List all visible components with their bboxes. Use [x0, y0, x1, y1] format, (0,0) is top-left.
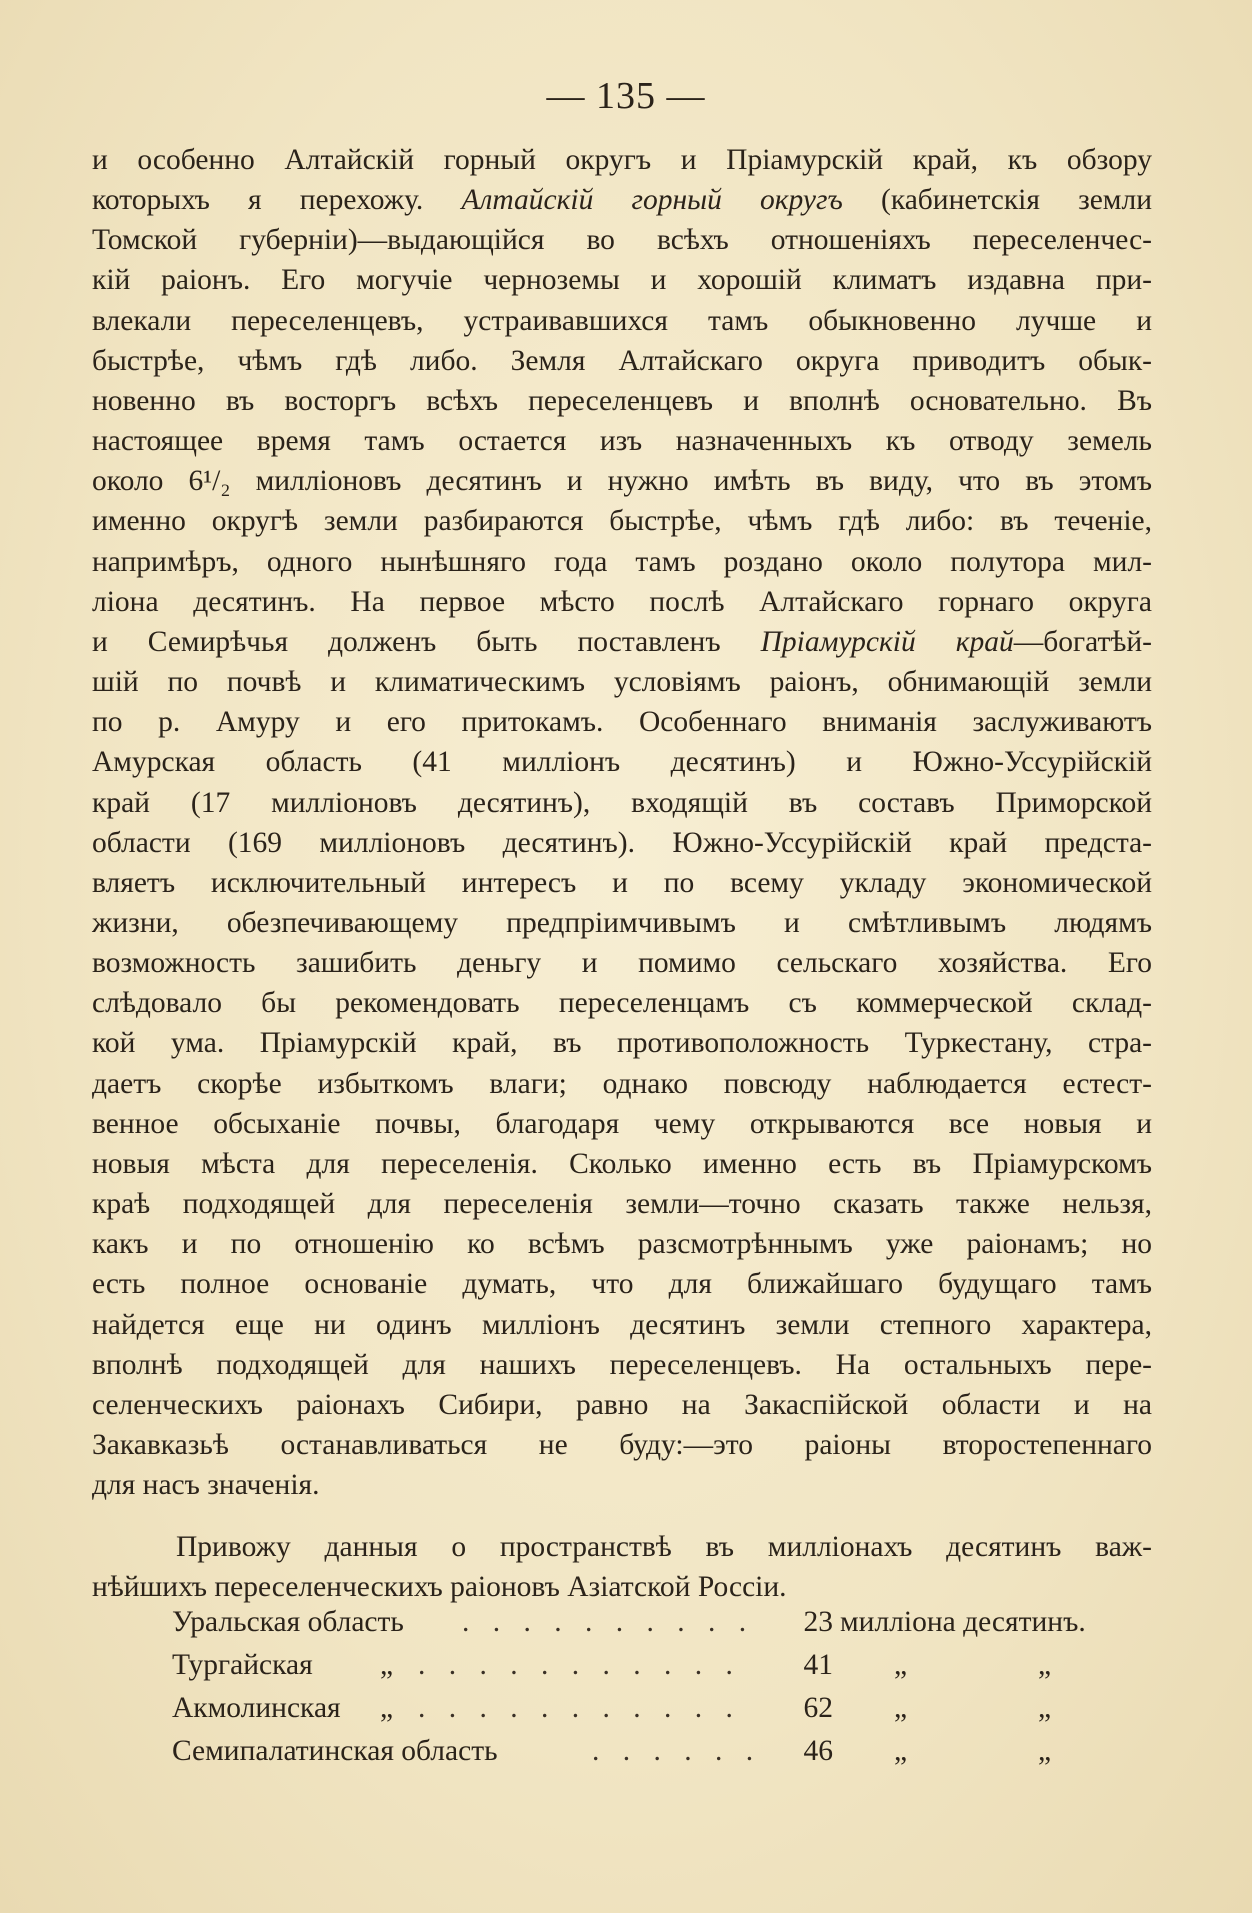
ditto-mark: „ [1038, 1692, 1052, 1724]
text-line: области (169 милліоновъ десятинъ). Южно-Уссурійскій край предста- [92, 826, 1152, 859]
text-line: шій по почвѣ и климатическимъ условіямъ раіонъ, обнимающій земли [92, 666, 1152, 699]
paragraph-1 [92, 140, 1152, 1505]
text-line: и Семирѣчья долженъ быть поставленъ Пріамурскій край—богатѣй- [92, 625, 1152, 658]
text-line: венное обсыханіе почвы, благодаря чему открываются все новыя и [92, 1107, 1152, 1140]
region-name: Уральская область [172, 1606, 404, 1638]
text-line: ліона десятинъ. На первое мѣсто послѣ Алтайскаго горнаго округа [92, 585, 1152, 618]
area-value: 41 [803, 1649, 833, 1681]
text-line: напримѣръ, одного нынѣшняго года тамъ роздано около полутора мил- [92, 545, 1152, 578]
text-line: край (17 милліоновъ десятинъ), входящій въ составъ Приморской [92, 786, 1152, 819]
ditto-mark: „ [380, 1692, 394, 1724]
region-name: Семипалатинская область [172, 1735, 498, 1767]
text-line: какъ и по отношенію ко всѣмъ разсмотрѣннымъ уже раіонамъ; но [92, 1228, 1152, 1261]
region-area-table [172, 1606, 1132, 1778]
area-value: 23 [803, 1606, 833, 1638]
text-line: для насъ значенія. [92, 1469, 320, 1502]
table-row [172, 1606, 1132, 1649]
region-name: Акмолинская [172, 1692, 341, 1724]
ditto-mark: „ [1038, 1735, 1052, 1767]
leader-dots: . . . . . . [592, 1735, 762, 1767]
ditto-mark: „ [894, 1692, 908, 1724]
body-text [92, 140, 1152, 1608]
area-value: 62 [803, 1692, 833, 1724]
text-line: даетъ скорѣе избыткомъ влаги; однако повсюду наблюдается естест- [92, 1067, 1152, 1100]
text-line: нѣйшихъ переселенческихъ раіоновъ Азіатской Россіи. [92, 1571, 787, 1604]
paragraph-gap [92, 1505, 1152, 1527]
table-row [172, 1692, 1132, 1735]
text-line: новенно въ восторгъ всѣхъ переселенцевъ и вполнѣ основательно. Въ [92, 384, 1152, 417]
page-number: — 135 — [546, 75, 706, 117]
text-line: которыхъ я перехожу. Алтайскій горный округъ (кабинетскія земли [92, 184, 1152, 217]
text-line: влекали переселенцевъ, устраивавшихся тамъ обыкновенно лучше и [92, 304, 1152, 337]
text-line: найдется еще ни одинъ милліонъ десятинъ земли степного характера, [92, 1308, 1152, 1341]
leader-dots: . . . . . . . . . . . [418, 1649, 741, 1681]
text-line: кой ума. Пріамурскій край, въ противоположность Туркестану, стра- [92, 1027, 1152, 1060]
text-line: настоящее время тамъ остается изъ назначенныхъ къ отводу земель [92, 425, 1152, 458]
text-line: есть полное основаніе думать, что для ближайшаго будущаго тамъ [92, 1268, 1152, 1301]
text-line: вполнѣ подходящей для нашихъ переселенцевъ. На остальныхъ пере- [92, 1348, 1152, 1381]
area-value: 46 [803, 1735, 833, 1767]
leader-dots: . . . . . . . . . . . [418, 1692, 741, 1724]
paragraph-2 [92, 1527, 1152, 1607]
text-line: около 6¹/₂ милліоновъ десятинъ и нужно имѣть въ виду, что въ этомъ [92, 465, 1152, 498]
text-line: Закавказьѣ останавливаться не буду:—это раіоны второстепеннаго [92, 1429, 1152, 1461]
table-row [172, 1649, 1132, 1692]
region-name: Тургайская [172, 1649, 313, 1681]
text-line: жизни, обезпечивающему предпріимчивымъ и смѣтливымъ людямъ [92, 906, 1152, 939]
text-line: краѣ подходящей для переселенія земли—точно сказать также нельзя, [92, 1188, 1152, 1221]
ditto-mark: „ [894, 1735, 908, 1767]
text-line: и особенно Алтайскій горный округъ и Пріамурскій край, къ обзору [92, 144, 1152, 176]
text-line: именно округѣ земли разбираются быстрѣе, чѣмъ гдѣ либо: въ теченіе, [92, 505, 1152, 538]
ditto-mark: „ [894, 1649, 908, 1681]
text-line: Привожу данныя о пространствѣ въ милліонахъ десятинъ важ- [176, 1531, 1152, 1564]
text-line: возможность зашибить деньгу и помимо сельскаго хозяйства. Его [92, 947, 1152, 980]
text-line: слѣдовало бы рекомендовать переселенцамъ съ коммерческой склад- [92, 987, 1152, 1020]
text-line: Томской губерніи)—выдающійся во всѣхъ отношеніяхъ переселенчес- [92, 224, 1152, 257]
ditto-mark: „ [1038, 1649, 1052, 1681]
text-line: новыя мѣста для переселенія. Сколько именно есть въ Пріамурскомъ [92, 1147, 1152, 1180]
ditto-mark: „ [380, 1649, 394, 1681]
text-line: быстрѣе, чѣмъ гдѣ либо. Земля Алтайскаго округа приводитъ обык- [92, 344, 1152, 377]
text-line: кій раіонъ. Его могучіе черноземы и хорошій климатъ издавна при- [92, 264, 1152, 297]
area-unit: милліона десятинъ. [840, 1606, 1086, 1638]
table-row [172, 1735, 1132, 1778]
text-line: селенческихъ раіонахъ Сибири, равно на Закаспійской области и на [92, 1388, 1152, 1421]
text-line: Амурская область (41 милліонъ десятинъ) и Южно-Уссурійскій [92, 746, 1152, 779]
leader-dots: . . . . . . . . . . [462, 1606, 755, 1638]
text-line: вляетъ исключительный интересъ и по всему укладу экономической [92, 866, 1152, 899]
text-line: по р. Амуру и его притокамъ. Особеннаго вниманія заслуживаютъ [92, 706, 1152, 739]
